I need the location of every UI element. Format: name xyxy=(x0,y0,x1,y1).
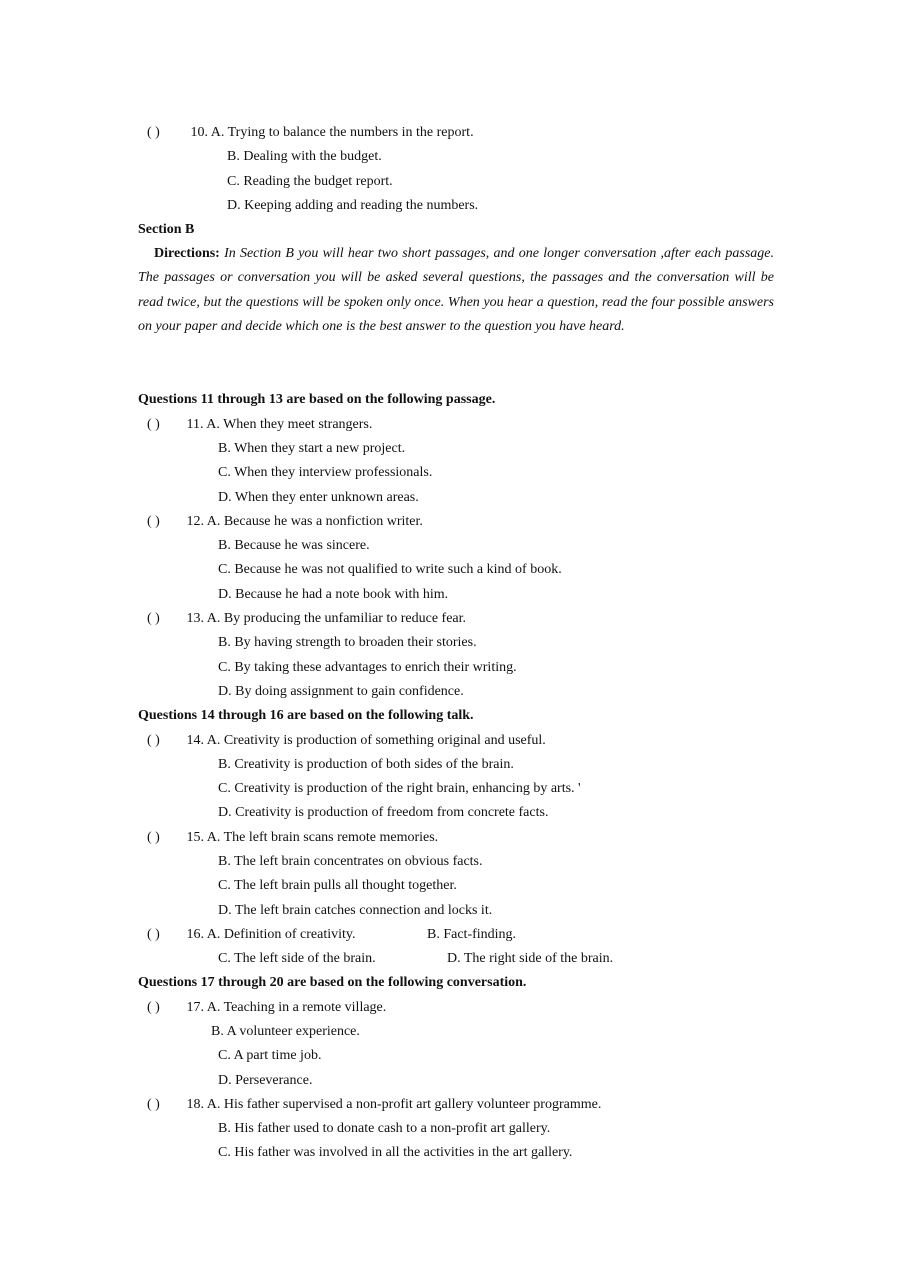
question-number: 15. xyxy=(186,830,204,845)
answer-blank[interactable]: ( ) xyxy=(147,830,160,845)
question-11 xyxy=(147,416,372,434)
section-title: Section B xyxy=(138,222,195,237)
question-number: 17. xyxy=(186,1000,204,1015)
answer-blank[interactable]: ( ) xyxy=(147,927,160,942)
question-15 xyxy=(147,829,438,847)
option-d: D. The right side of the brain. xyxy=(447,951,614,966)
question-number: 10. xyxy=(190,125,208,140)
option-b: B. When they start a new project. xyxy=(218,441,406,456)
question-10 xyxy=(147,124,474,142)
option-d: D. Perseverance. xyxy=(218,1073,313,1088)
option-a: A. By producing the unfamiliar to reduce fear. xyxy=(206,611,467,626)
option-c: C. By taking these advantages to enrich their writing. xyxy=(218,660,517,675)
question-number: 16. xyxy=(186,927,204,942)
directions-paragraph xyxy=(138,242,774,340)
option-a: A. Definition of creativity. xyxy=(206,927,356,942)
option-d: D. Creativity is production of freedom from concrete facts. xyxy=(218,805,549,820)
option-c: C. Creativity is production of the right brain, enhancing by arts. ' xyxy=(218,781,581,796)
answer-blank[interactable]: ( ) xyxy=(147,514,160,529)
option-c: C. The left brain pulls all thought together. xyxy=(218,878,457,893)
question-12 xyxy=(147,513,423,531)
option-d: D. When they enter unknown areas. xyxy=(218,490,419,505)
answer-blank[interactable]: ( ) xyxy=(147,417,160,432)
answer-blank[interactable]: ( ) xyxy=(147,125,160,140)
option-c: C. A part time job. xyxy=(218,1048,322,1063)
option-b: B. The left brain concentrates on obvious facts. xyxy=(218,854,483,869)
question-number: 12. xyxy=(186,514,204,529)
option-b: B. A volunteer experience. xyxy=(211,1024,360,1039)
option-c: C. Reading the budget report. xyxy=(227,174,393,189)
group-heading: Questions 11 through 13 are based on the following passage. xyxy=(138,392,496,407)
option-c: C. His father was involved in all the activities in the art gallery. xyxy=(218,1145,573,1160)
option-b: B. His father used to donate cash to a non-profit art gallery. xyxy=(218,1121,551,1136)
question-number: 18. xyxy=(186,1097,204,1112)
question-14 xyxy=(147,732,546,750)
question-16 xyxy=(147,926,356,944)
option-c: C. When they interview professionals. xyxy=(218,465,433,480)
option-a: A. Teaching in a remote village. xyxy=(206,1000,387,1015)
option-d: D. Because he had a note book with him. xyxy=(218,587,449,602)
answer-blank[interactable]: ( ) xyxy=(147,733,160,748)
question-number: 11. xyxy=(186,417,204,432)
answer-blank[interactable]: ( ) xyxy=(147,611,160,626)
option-a: A. His father supervised a non-profit art gallery volunteer programme. xyxy=(206,1097,602,1112)
option-a: A. When they meet strangers. xyxy=(206,417,373,432)
option-d: D. By doing assignment to gain confidence. xyxy=(218,684,464,699)
option-a: A. Trying to balance the numbers in the report. xyxy=(210,125,474,140)
option-d: D. The left brain catches connection and locks it. xyxy=(218,903,493,918)
question-17 xyxy=(147,999,386,1017)
directions-label: Directions: xyxy=(154,246,220,261)
option-b: B. By having strength to broaden their stories. xyxy=(218,635,477,650)
directions-text: In Section B you will hear two short passages, and one longer conversation ,after each passage. The passages or conversation you will be asked several questions, the passages and the conversation will be read twice, but the questions will be spoken only once. When you hear a question, read the four possible answers on your paper and decide which one is the best answer to the question you have heard. xyxy=(138,246,774,335)
group-heading: Questions 17 through 20 are based on the following conversation. xyxy=(138,975,527,990)
option-b: B. Creativity is production of both sides of the brain. xyxy=(218,757,514,772)
option-c: C. The left side of the brain. xyxy=(218,951,376,966)
option-b: B. Because he was sincere. xyxy=(218,538,370,553)
group-heading: Questions 14 through 16 are based on the following talk. xyxy=(138,708,474,723)
option-a: A. Creativity is production of something original and useful. xyxy=(206,733,546,748)
answer-blank[interactable]: ( ) xyxy=(147,1000,160,1015)
question-13 xyxy=(147,610,466,628)
question-number: 13. xyxy=(186,611,204,626)
option-c: C. Because he was not qualified to write such a kind of book. xyxy=(218,562,562,577)
question-18 xyxy=(147,1096,601,1114)
option-a: A. The left brain scans remote memories. xyxy=(206,830,439,845)
answer-blank[interactable]: ( ) xyxy=(147,1097,160,1112)
option-a: A. Because he was a nonfiction writer. xyxy=(206,514,423,529)
option-b: B. Fact-finding. xyxy=(427,927,517,942)
option-d: D. Keeping adding and reading the numbers. xyxy=(227,198,479,213)
option-b: B. Dealing with the budget. xyxy=(227,149,382,164)
question-number: 14. xyxy=(186,733,204,748)
